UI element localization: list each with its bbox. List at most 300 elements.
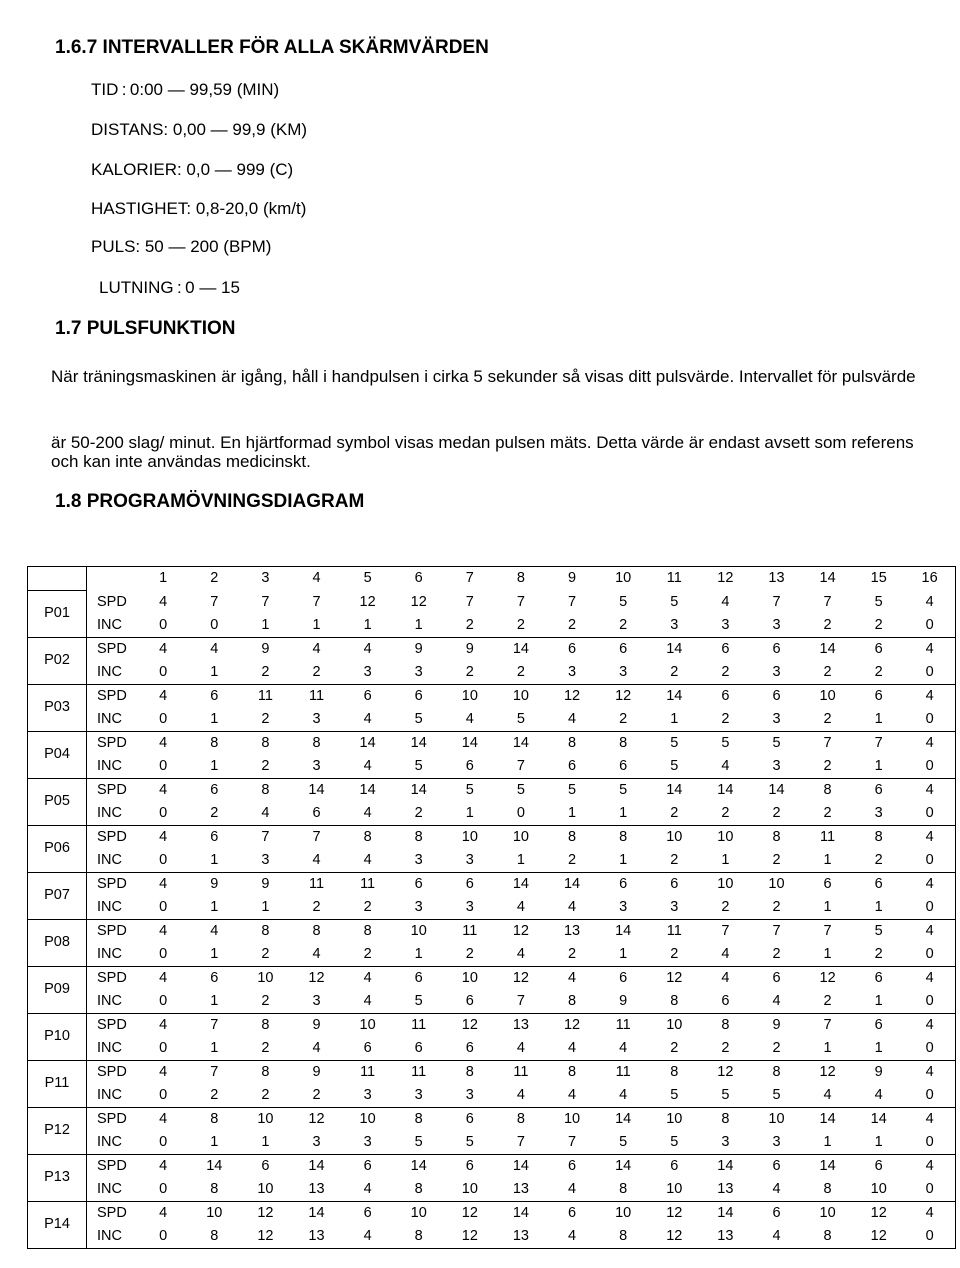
table-row — [28, 1013, 956, 1037]
table-cell: 14 — [717, 1204, 734, 1221]
table-cell: 1 — [649, 708, 700, 732]
table-cell: 2 — [240, 708, 291, 732]
table-cell: 6 — [772, 1204, 781, 1221]
row-label: SPD — [87, 1107, 138, 1131]
table-cell: 8 — [363, 922, 372, 939]
table-cell: 0 — [138, 614, 189, 638]
table-cell: 1 — [189, 943, 240, 967]
table-cell: 4 — [312, 640, 321, 657]
table-cell: 4 — [904, 591, 955, 614]
table-cell: 6 — [619, 640, 628, 657]
table-cell: 8 — [568, 1063, 577, 1080]
table-cell: 6 — [261, 1157, 270, 1174]
program-name: P09 — [28, 966, 87, 1013]
table-cell: 8 — [874, 828, 883, 845]
table-cell: 14 — [666, 781, 683, 798]
table-cell: 2 — [751, 849, 802, 873]
table-row — [28, 591, 956, 614]
table-cell: 2 — [751, 896, 802, 920]
table-cell: 4 — [904, 1060, 955, 1084]
table-cell: 4 — [904, 872, 955, 896]
table-cell: 4 — [495, 1037, 546, 1061]
table-cell: 12 — [461, 1204, 478, 1221]
table-cell: 1 — [598, 943, 649, 967]
table-cell: 8 — [721, 1016, 730, 1033]
table-cell: 14 — [717, 1157, 734, 1174]
table-cell: 14 — [666, 640, 683, 657]
table-cell: 8 — [598, 1178, 649, 1202]
table-cell: 4 — [568, 969, 577, 986]
table-cell: 3 — [342, 661, 393, 685]
table-cell: 1 — [802, 1037, 853, 1061]
table-cell: 6 — [210, 969, 219, 986]
program-name: P06 — [28, 825, 87, 872]
table-cell: 4 — [240, 802, 291, 826]
table-cell: 5 — [649, 1131, 700, 1155]
row-label: INC — [87, 1037, 138, 1061]
table-cell: 12 — [563, 687, 581, 704]
table-cell: 5 — [393, 708, 444, 732]
table-cell: 7 — [721, 922, 730, 939]
row-label: INC — [87, 1178, 138, 1202]
table-cell: 4 — [159, 1204, 168, 1221]
table-cell: 3 — [700, 1131, 751, 1155]
table-cell: 0 — [138, 1178, 189, 1202]
table-cell: 9 — [261, 875, 270, 892]
table-cell: 14 — [768, 781, 785, 798]
table-cell: 6 — [823, 875, 832, 892]
table-cell: 14 — [717, 781, 734, 798]
pulse-paragraph-2: är 50-200 slag/ minut. En hjärtformad symbol visas medan pulsen mäts. Detta värde är endast avsett som referens och kan inte användas medicinskt. — [51, 433, 914, 471]
table-cell: 6 — [444, 990, 495, 1014]
column-header: 16 — [904, 567, 955, 591]
program-name: P14 — [28, 1201, 87, 1248]
table-cell: 1 — [342, 614, 393, 638]
table-cell: 3 — [444, 849, 495, 873]
table-cell: 2 — [700, 661, 751, 685]
table-row — [28, 966, 956, 990]
table-cell: 14 — [512, 640, 529, 657]
table-cell: 5 — [393, 1131, 444, 1155]
table-cell: 3 — [342, 1131, 393, 1155]
table-cell: 4 — [159, 1157, 168, 1174]
table-cell: 2 — [444, 943, 495, 967]
table-row — [28, 919, 956, 943]
table-cell: 10 — [444, 1178, 495, 1202]
table-cell: 14 — [615, 1110, 632, 1127]
table-cell: 0 — [904, 943, 955, 967]
table-cell: 6 — [444, 755, 495, 779]
table-cell: 4 — [159, 1016, 168, 1033]
table-cell: 3 — [751, 661, 802, 685]
table-cell: 6 — [465, 875, 474, 892]
table-cell: 0 — [904, 1131, 955, 1155]
table-cell: 2 — [240, 943, 291, 967]
table-cell: 7 — [823, 593, 832, 610]
column-header: 5 — [342, 567, 393, 591]
table-cell: 8 — [189, 1178, 240, 1202]
table-cell: 5 — [700, 1084, 751, 1108]
table-row — [28, 1131, 956, 1155]
table-cell: 4 — [904, 684, 955, 708]
table-cell: 2 — [240, 661, 291, 685]
row-label: INC — [87, 1225, 138, 1249]
row-label: SPD — [87, 684, 138, 708]
table-cell: 6 — [619, 969, 628, 986]
table-cell: 2 — [853, 614, 904, 638]
table-cell: 0 — [138, 943, 189, 967]
table-cell: 3 — [342, 1084, 393, 1108]
table-cell: 6 — [874, 640, 883, 657]
table-cell: 2 — [240, 755, 291, 779]
row-label: INC — [87, 755, 138, 779]
table-cell: 6 — [772, 687, 781, 704]
row-label: SPD — [87, 825, 138, 849]
table-row — [28, 943, 956, 967]
row-label: INC — [87, 990, 138, 1014]
table-cell: 4 — [159, 828, 168, 845]
table-cell: 8 — [823, 781, 832, 798]
table-row — [28, 1084, 956, 1108]
table-cell: 8 — [189, 1225, 240, 1249]
table-cell: 7 — [495, 1131, 546, 1155]
table-cell: 3 — [393, 849, 444, 873]
table-cell: 8 — [619, 734, 628, 751]
table-row — [28, 896, 956, 920]
table-cell: 1 — [802, 849, 853, 873]
table-cell: 2 — [546, 943, 597, 967]
table-cell: 6 — [444, 1037, 495, 1061]
table-cell: 7 — [210, 1016, 219, 1033]
table-cell: 2 — [240, 1084, 291, 1108]
table-cell: 12 — [853, 1225, 904, 1249]
program-name: P11 — [28, 1060, 87, 1107]
table-cell: 4 — [546, 708, 597, 732]
table-cell: 1 — [291, 614, 342, 638]
table-cell: 3 — [649, 896, 700, 920]
table-cell: 5 — [393, 990, 444, 1014]
table-cell: 2 — [700, 708, 751, 732]
table-cell: 6 — [465, 1110, 474, 1127]
table-cell: 8 — [414, 1110, 423, 1127]
table-cell: 10 — [206, 1204, 223, 1221]
table-cell: 4 — [700, 755, 751, 779]
table-cell: 8 — [393, 1225, 444, 1249]
table-cell: 4 — [546, 1178, 597, 1202]
table-row — [28, 778, 956, 802]
table-cell: 4 — [751, 1225, 802, 1249]
table-cell: 4 — [159, 1110, 168, 1127]
table-cell: 12 — [308, 969, 325, 986]
table-cell: 6 — [210, 687, 219, 704]
table-cell: 8 — [210, 1110, 219, 1127]
table-cell: 6 — [670, 1157, 679, 1174]
program-name: P13 — [28, 1154, 87, 1201]
column-header: 7 — [444, 567, 495, 591]
table-cell: 14 — [308, 781, 325, 798]
table-cell: 9 — [414, 640, 423, 657]
table-cell: 6 — [700, 990, 751, 1014]
table-cell: 10 — [666, 828, 683, 845]
program-name: P01 — [28, 591, 87, 638]
table-cell: 2 — [700, 802, 751, 826]
table-cell: 2 — [751, 802, 802, 826]
row-label: SPD — [87, 1154, 138, 1178]
table-cell: 1 — [189, 990, 240, 1014]
table-cell: 4 — [495, 1084, 546, 1108]
table-cell: 2 — [598, 708, 649, 732]
table-cell: 7 — [823, 734, 832, 751]
table-cell: 4 — [546, 1225, 597, 1249]
table-cell: 8 — [261, 922, 270, 939]
row-label: INC — [87, 1084, 138, 1108]
table-cell: 1 — [393, 614, 444, 638]
table-cell: 2 — [649, 661, 700, 685]
table-cell: 7 — [312, 828, 321, 845]
table-cell: 8 — [261, 1063, 270, 1080]
table-cell: 12 — [666, 1204, 683, 1221]
table-cell: 9 — [210, 875, 219, 892]
table-cell: 2 — [853, 661, 904, 685]
range-incline: LUTNING : 0 — 15 — [99, 278, 240, 297]
table-cell: 12 — [512, 922, 529, 939]
table-cell: 3 — [598, 661, 649, 685]
table-cell: 12 — [410, 593, 427, 610]
table-cell: 8 — [414, 828, 423, 845]
table-cell: 3 — [444, 1084, 495, 1108]
table-cell: 5 — [516, 781, 525, 798]
table-cell: 6 — [363, 1157, 372, 1174]
table-cell: 10 — [359, 1110, 376, 1127]
table-cell: 3 — [649, 614, 700, 638]
table-row — [28, 1178, 956, 1202]
table-row — [28, 1154, 956, 1178]
table-cell: 0 — [138, 896, 189, 920]
table-cell: 5 — [874, 922, 883, 939]
table-cell: 4 — [444, 708, 495, 732]
table-cell: 0 — [904, 802, 955, 826]
table-cell: 1 — [802, 896, 853, 920]
table-row — [28, 637, 956, 661]
table-cell: 1 — [546, 802, 597, 826]
column-header: 8 — [495, 567, 546, 591]
table-cell: 2 — [751, 943, 802, 967]
table-cell: 4 — [342, 990, 393, 1014]
table-cell: 4 — [904, 1107, 955, 1131]
table-cell: 8 — [802, 1225, 853, 1249]
table-cell: 7 — [465, 593, 474, 610]
table-cell: 13 — [495, 1225, 546, 1249]
table-cell: 3 — [751, 614, 802, 638]
table-cell: 2 — [649, 1037, 700, 1061]
table-cell: 3 — [393, 1084, 444, 1108]
table-cell: 4 — [210, 640, 219, 657]
table-cell: 10 — [563, 1110, 581, 1127]
column-header: 11 — [649, 567, 700, 591]
table-cell: 10 — [768, 1110, 785, 1127]
table-cell: 2 — [546, 849, 597, 873]
table-cell: 8 — [772, 828, 781, 845]
table-cell: 0 — [904, 1037, 955, 1061]
range-time: TID : 0:00 — 99,59 (MIN) — [91, 80, 280, 99]
table-cell: 7 — [312, 593, 321, 610]
table-cell: 0 — [495, 802, 546, 826]
table-cell: 6 — [874, 687, 883, 704]
table-cell: 6 — [414, 969, 423, 986]
table-cell: 7 — [516, 593, 525, 610]
table-cell: 4 — [363, 969, 372, 986]
row-label: INC — [87, 896, 138, 920]
table-cell: 4 — [159, 969, 168, 986]
row-label: SPD — [87, 1013, 138, 1037]
column-header: 14 — [802, 567, 853, 591]
row-label: INC — [87, 708, 138, 732]
table-cell: 4 — [159, 1063, 168, 1080]
table-cell: 6 — [291, 802, 342, 826]
table-cell: 4 — [159, 922, 168, 939]
table-cell: 1 — [189, 755, 240, 779]
table-cell: 8 — [210, 734, 219, 751]
table-cell: 0 — [904, 1225, 955, 1249]
table-cell: 2 — [495, 661, 546, 685]
table-cell: 9 — [465, 640, 474, 657]
table-cell: 13 — [512, 1016, 529, 1033]
table-cell: 7 — [823, 922, 832, 939]
table-cell: 6 — [568, 1157, 577, 1174]
table-cell: 11 — [615, 1016, 631, 1033]
table-row — [28, 684, 956, 708]
table-cell: 5 — [568, 781, 577, 798]
table-cell: 6 — [393, 1037, 444, 1061]
table-cell: 14 — [819, 1110, 836, 1127]
table-cell: 14 — [819, 1157, 836, 1174]
table-cell: 10 — [649, 1178, 700, 1202]
table-cell: 8 — [568, 828, 577, 845]
table-cell: 7 — [495, 755, 546, 779]
table-cell: 13 — [495, 1178, 546, 1202]
table-cell: 8 — [568, 734, 577, 751]
program-name: P08 — [28, 919, 87, 966]
table-cell: 14 — [359, 781, 376, 798]
table-cell: 4 — [342, 708, 393, 732]
table-cell: 5 — [874, 593, 883, 610]
table-row — [28, 1225, 956, 1249]
table-cell: 6 — [874, 1016, 883, 1033]
table-cell: 6 — [772, 969, 781, 986]
table-cell: 6 — [414, 875, 423, 892]
table-cell: 4 — [904, 1201, 955, 1225]
row-label: SPD — [87, 1060, 138, 1084]
table-cell: 1 — [598, 849, 649, 873]
table-cell: 4 — [342, 755, 393, 779]
table-row — [28, 1107, 956, 1131]
table-cell: 14 — [308, 1157, 325, 1174]
table-cell: 11 — [462, 922, 478, 939]
column-header: 13 — [751, 567, 802, 591]
table-cell: 4 — [751, 1178, 802, 1202]
section-heading-pulse: 1.7 PULSFUNKTION — [55, 318, 236, 339]
table-cell: 2 — [853, 943, 904, 967]
table-cell: 7 — [568, 593, 577, 610]
table-cell: 6 — [546, 755, 597, 779]
table-cell: 1 — [189, 708, 240, 732]
row-label: SPD — [87, 966, 138, 990]
table-cell: 11 — [308, 875, 325, 892]
table-cell: 10 — [666, 1110, 683, 1127]
header-type-cell — [87, 567, 138, 591]
table-row — [28, 661, 956, 685]
table-cell: 1 — [240, 896, 291, 920]
row-label: INC — [87, 802, 138, 826]
table-cell: 10 — [819, 687, 836, 704]
table-cell: 12 — [240, 1225, 291, 1249]
table-cell: 0 — [138, 1131, 189, 1155]
table-cell: 14 — [870, 1110, 887, 1127]
table-cell: 4 — [904, 1013, 955, 1037]
table-cell: 8 — [670, 1063, 679, 1080]
table-cell: 7 — [874, 734, 883, 751]
column-header: 12 — [700, 567, 751, 591]
table-cell: 3 — [546, 661, 597, 685]
table-cell: 5 — [444, 1131, 495, 1155]
table-cell: 4 — [363, 640, 372, 657]
table-cell: 1 — [444, 802, 495, 826]
table-cell: 7 — [772, 593, 781, 610]
table-cell: 4 — [159, 640, 168, 657]
table-cell: 2 — [802, 802, 853, 826]
table-row — [28, 802, 956, 826]
table-cell: 5 — [495, 708, 546, 732]
table-cell: 10 — [461, 687, 478, 704]
table-cell: 2 — [853, 849, 904, 873]
program-name: P03 — [28, 684, 87, 731]
table-cell: 1 — [853, 896, 904, 920]
table-cell: 2 — [189, 1084, 240, 1108]
table-cell: 10 — [410, 1204, 427, 1221]
table-cell: 3 — [291, 1131, 342, 1155]
table-cell: 6 — [342, 1037, 393, 1061]
table-cell: 7 — [823, 1016, 832, 1033]
table-cell: 1 — [853, 708, 904, 732]
table-cell: 2 — [649, 943, 700, 967]
table-cell: 4 — [546, 1037, 597, 1061]
table-row — [28, 990, 956, 1014]
table-row — [28, 849, 956, 873]
table-cell: 10 — [768, 875, 785, 892]
table-cell: 0 — [138, 755, 189, 779]
table-cell: 8 — [312, 922, 321, 939]
table-cell: 11 — [411, 1016, 427, 1033]
table-cell: 14 — [666, 687, 683, 704]
table-cell: 11 — [308, 687, 325, 704]
table-cell: 11 — [513, 1063, 529, 1080]
table-cell: 4 — [342, 802, 393, 826]
table-row — [28, 755, 956, 779]
table-cell: 8 — [721, 1110, 730, 1127]
table-cell: 4 — [904, 1154, 955, 1178]
table-cell: 4 — [495, 896, 546, 920]
table-cell: 5 — [649, 755, 700, 779]
table-cell: 11 — [411, 1063, 427, 1080]
table-cell: 12 — [615, 687, 632, 704]
table-cell: 12 — [717, 1063, 734, 1080]
table-cell: 6 — [210, 828, 219, 845]
table-cell: 2 — [444, 661, 495, 685]
table-cell: 2 — [802, 990, 853, 1014]
table-cell: 2 — [291, 1084, 342, 1108]
table-cell: 0 — [138, 1037, 189, 1061]
row-label: INC — [87, 661, 138, 685]
